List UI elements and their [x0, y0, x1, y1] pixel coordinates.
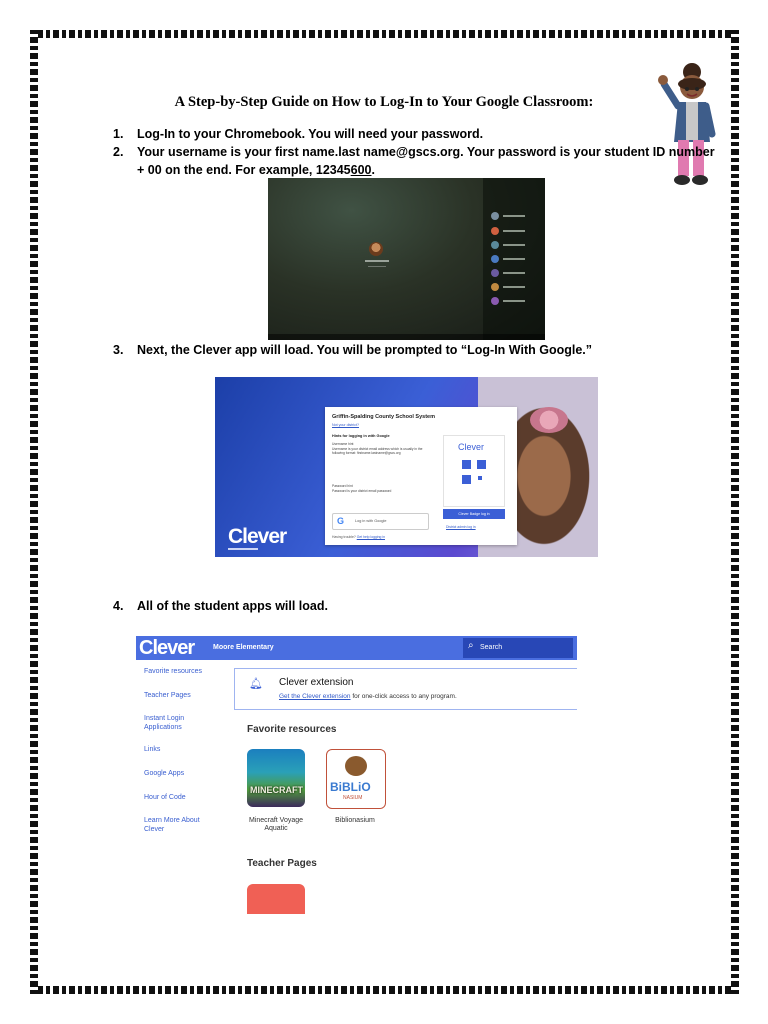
step-text: Your username is your first name.last name@gscs.org. Your password is your student ID number [137, 145, 715, 159]
help-link[interactable]: Get help logging in [356, 535, 385, 539]
district-admin-link[interactable]: District admin log in [446, 525, 476, 529]
monkey-icon [345, 756, 367, 776]
qr-code-icon [462, 460, 486, 484]
clever-logo: Clever [228, 525, 287, 548]
step-4 [113, 597, 328, 615]
badge-login-box [443, 435, 505, 507]
clever-login-screenshot [215, 377, 598, 557]
step-3 [113, 341, 592, 359]
waving-avatar-icon [658, 62, 720, 190]
page-border-top [30, 30, 740, 38]
password-hint: Password is your district email password [332, 489, 392, 493]
bell-icon: 🔔︎ [249, 678, 263, 690]
clever-label: Clever [458, 442, 485, 452]
page-border-right [731, 30, 739, 994]
sidebar-item-links[interactable]: Links [144, 746, 161, 753]
teacher-page-tile[interactable] [247, 884, 305, 914]
user-list-panel [483, 178, 545, 340]
teacher-pages-heading: Teacher Pages [247, 858, 317, 869]
step-2-continued [137, 161, 375, 179]
school-name: Moore Elementary [213, 644, 274, 651]
step-text: Log-In to your Chromebook. You will need your password. [137, 127, 484, 141]
sidebar-item-hour-of-code[interactable]: Hour of Code [144, 794, 186, 801]
extension-title: Clever extension [279, 677, 354, 688]
sidebar-item-teacher-pages[interactable]: Teacher Pages [144, 692, 191, 699]
step-number: 4. [113, 599, 124, 613]
password-hint-label: Password hint [332, 484, 353, 488]
app-caption: Minecraft Voyage Aquatic [248, 817, 304, 832]
biblionasium-app-tile[interactable]: BiBLiO NASIUM [326, 749, 386, 809]
google-login-button[interactable]: G Log in with Google [332, 513, 429, 530]
sidebar-item-learn-more[interactable]: Learn More About Clever [144, 817, 200, 833]
extension-text: Get the Clever extension for one-click access to any program. [279, 693, 457, 700]
step-text: + 00 on the end. For example, 12345 [137, 163, 351, 177]
example-suffix: 600 [350, 163, 372, 177]
sidebar-item-favorites[interactable]: Favorite resources [144, 668, 202, 675]
username-hint: Username is your district email address which is usually in the following format: firstname.lastname@gscs.org [332, 447, 423, 456]
app-caption: Biblionasium [335, 817, 375, 824]
login-card [325, 407, 517, 545]
sidebar-item-google-apps[interactable]: Google Apps [144, 770, 185, 777]
clever-portal-screenshot [136, 636, 577, 914]
google-icon: G [337, 516, 345, 526]
page-border-bottom [30, 986, 740, 994]
search-input[interactable]: ⌕ Search [463, 638, 573, 658]
not-your-district-link[interactable]: Not your district? [332, 423, 359, 427]
trouble-text: Having trouble? Get help logging in [332, 535, 385, 539]
clever-badge-login-button[interactable]: Clever Badge log in [443, 509, 505, 519]
extension-banner [234, 668, 577, 710]
clever-logo: Clever [139, 637, 195, 659]
minecraft-app-tile[interactable]: MINECRAFT [247, 749, 305, 807]
get-extension-link[interactable]: Get the Clever extension [279, 693, 351, 700]
user-avatar [369, 242, 383, 256]
step-text: All of the student apps will load. [137, 599, 328, 613]
step-1 [113, 125, 483, 143]
shelf [268, 334, 545, 340]
favorites-heading: Favorite resources [247, 724, 337, 735]
step-number: 3. [113, 343, 124, 357]
step-number: 2. [113, 145, 124, 159]
page-title: A Step-by-Step Guide on How to Log-In to Your Google Classroom: [174, 94, 594, 110]
search-icon: ⌕ [468, 640, 474, 651]
district-name: Griffin-Spalding County School System [332, 414, 435, 420]
step-number: 1. [113, 127, 124, 141]
step-text-end: . [371, 163, 375, 177]
username-hint-label: Username hint [332, 442, 354, 446]
portal-header [136, 636, 577, 660]
step-2 [113, 143, 715, 161]
page-border-left [30, 30, 38, 994]
hints-heading: Hints for logging in with Google [332, 434, 390, 438]
chromebook-login-screenshot [268, 178, 545, 340]
step-text: Next, the Clever app will load. You will be prompted to “Log-In With Google.” [137, 343, 592, 357]
sidebar-item-instant-login[interactable]: Instant Login Applications [144, 715, 185, 731]
